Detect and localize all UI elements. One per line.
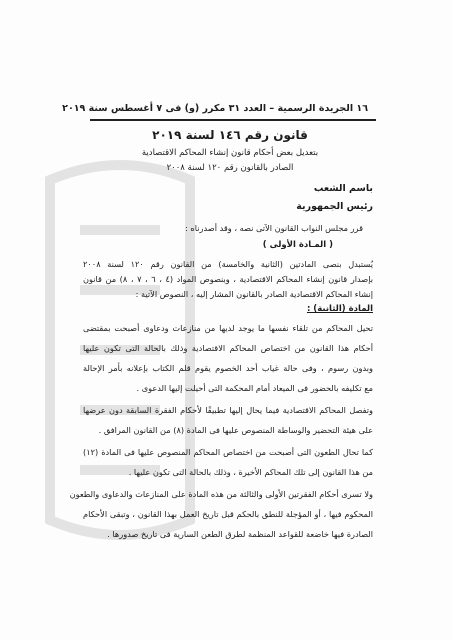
article-2-line: أحكام هذا القانون من اختصاص المحاكم الاقتصادية وذلك بالحالة التى تكون عليها — [83, 343, 373, 353]
article-2-line: تحيل المحاكم من تلقاء نفسها ما يوجد لديها من منازعات ودعاوى أصبحت بمقتضى — [83, 323, 373, 333]
article-1-heading: ( المـادة الأولى ) — [262, 240, 333, 250]
article-1-line: بإصدار قانون إنشاء المحاكم الاقتصادية ، وبنصوص المواد (٤ ، ٦ ، ٧ ، ٨) من قانون — [83, 274, 374, 284]
article-2-line: وبدون رسوم ، وفى حالة غياب أحد الخصوم يقوم قلم الكتاب بإعلانه بأمر الإحالة — [83, 363, 373, 373]
article-2-line: على هيئة التحضير والوساطة المنصوص عليها فى المادة (٨) من القانون المرافق . — [98, 425, 373, 435]
president-label: رئيس الجمهورية — [296, 201, 373, 212]
law-title: قانون رقم ١٤٦ لسنة ٢٠١٩ — [152, 128, 308, 142]
law-subtitle-1: بتعديل بعض أحكام قانون إنشاء المحاكم الاقتصادية — [141, 148, 319, 158]
article-1-line: يُستبدل بنصى المادتين (الثانية والخامسة) من القانون رقم ١٢٠ لسنة ٢٠٠٨ — [83, 259, 373, 269]
article-2-line: المحكوم فيها ، أو المؤجلة للنطق بالحكم قبل تاريخ العمل بهذا القانون ، وتبقى الأحكام — [83, 509, 373, 519]
article-1-line: إنشاء المحاكم الاقتصادية الصادر بالقانون المشار إليه ، النصوص الآتية : — [135, 289, 373, 299]
article-2-line: الصادرة فيها خاضعة للقواعد المنظمة لطرق الطعن السارية فى تاريخ صدورها . — [107, 529, 373, 539]
in-name-of-people: باسم الشعب — [313, 183, 373, 194]
article-2-heading: المادة (الثانية) : — [306, 304, 373, 314]
article-2-line: مع تكليفه بالحضور فى الميعاد أمام المحكمة التى أحيلت إليها الدعوى . — [136, 383, 373, 393]
article-2-line: كما تحال الطعون التى أصبحت من اختصاص المحاكم المنصوص عليها فى المادة (١٢) — [83, 447, 373, 457]
law-subtitle-2: الصادر بالقانون رقم ١٢٠ لسنة ٢٠٠٨ — [166, 163, 294, 173]
header-rule — [90, 119, 376, 121]
article-2-line: وتفصل المحاكم الاقتصادية فيما يحال إليها تطبيقًا لأحكام الفقرة السابقة دون عرضها — [83, 405, 373, 415]
article-2-line: من هذا القانون إلى تلك المحاكم الأخيرة ، وذلك بالحالة التى تكون عليها . — [128, 467, 373, 477]
article-2-line: ولا تسرى أحكام الفقرتين الأولى والثالثة من هذه المادة على المنازعات والدعاوى والطعون — [69, 489, 373, 499]
running-head: ١٦ الجريدة الرسمية – العدد ٣١ مكرر (و) فى ٧ أغسطس سنة ٢٠١٩ — [62, 103, 368, 114]
decree-line: قرر مجلس النواب القانون الآتى نصه ، وقد أصدرناه : — [185, 223, 363, 233]
